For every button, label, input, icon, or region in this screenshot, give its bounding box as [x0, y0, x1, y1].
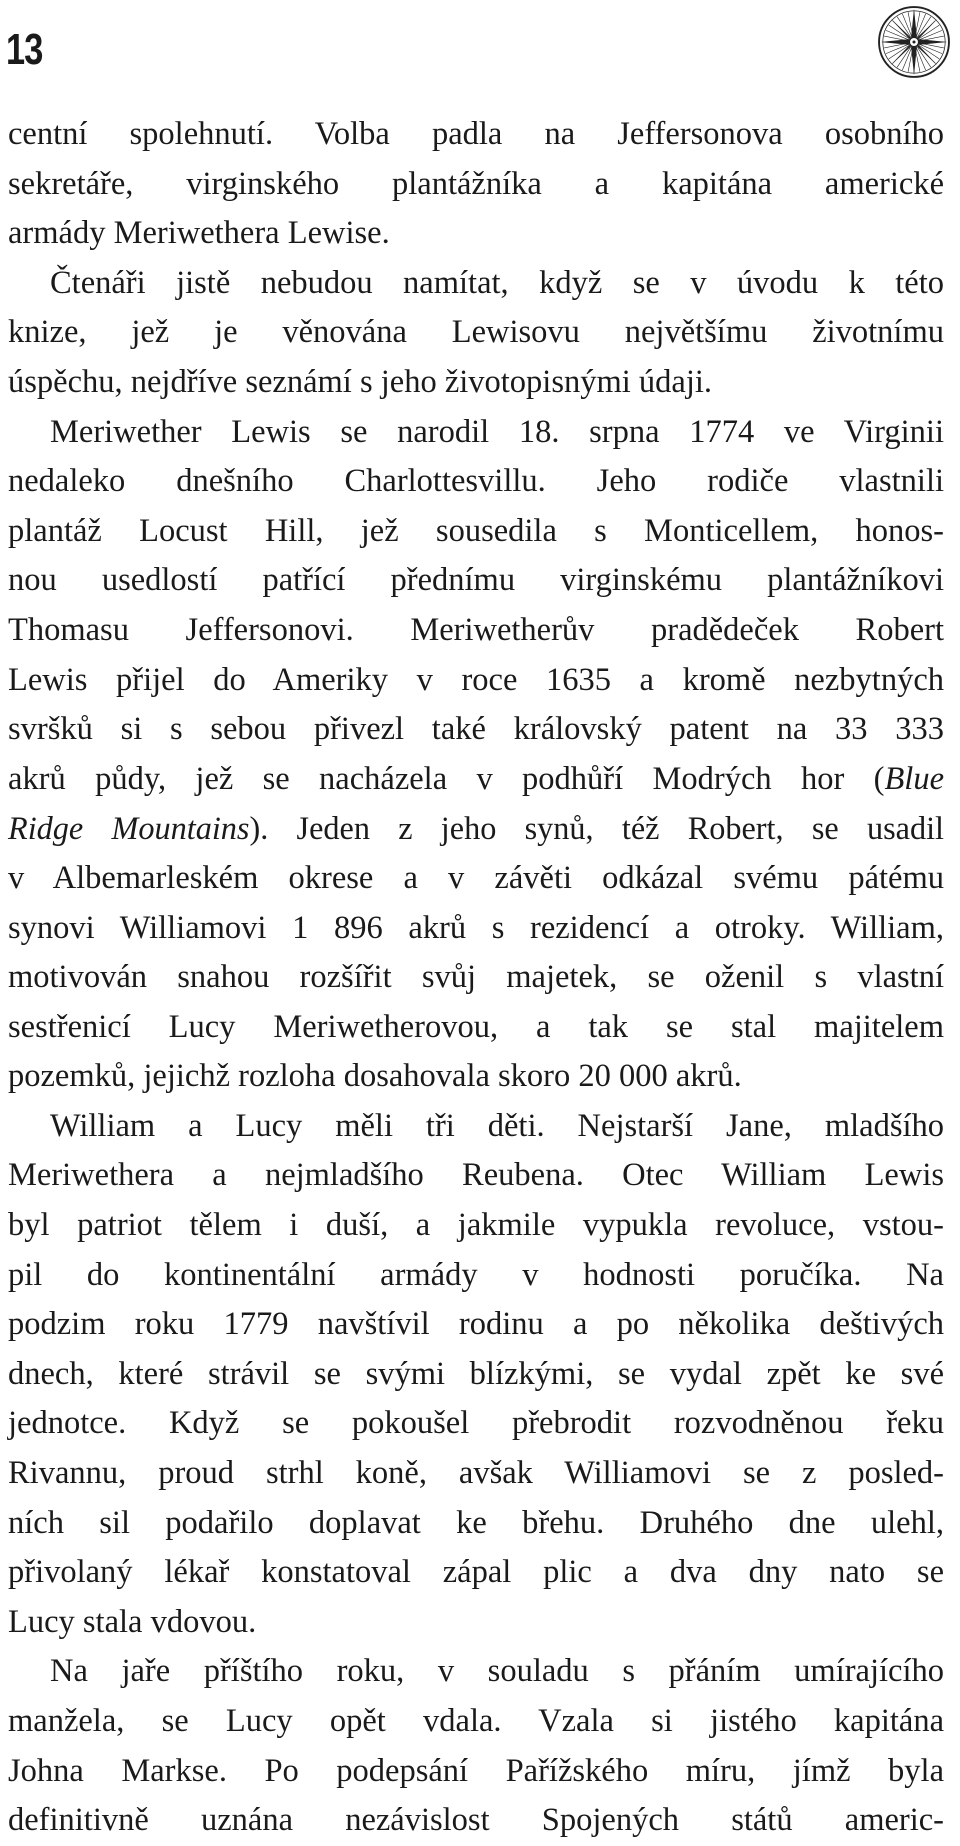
text-line: sekretáře, virginského plantážníka a kapitána americké — [8, 165, 944, 202]
text-line: podzim roku 1779 navštívil rodinu a po několika deštivých — [8, 1306, 944, 1343]
italic-text: Blue — [884, 760, 944, 797]
text-line: ních sil podařilo doplavat ke břehu. Druhého dne ulehl, — [8, 1504, 944, 1541]
text-line: William a Lucy měli tři děti. Nejstarší Jane, mladšího — [50, 1107, 944, 1144]
text-line: svršků si s sebou přivezl také královský patent na 33 333 — [8, 711, 944, 748]
text-line: Lewis přijel do Ameriky v roce 1635 a kromě nezbytných — [8, 661, 944, 698]
text-line: sestřenicí Lucy Meriwetherovou, a tak se stal majitelem — [8, 1008, 944, 1045]
text-line: Johna Markse. Po podepsání Pařížského míru, jímž byla — [8, 1752, 944, 1789]
text-line: centní spolehnutí. Volba padla na Jeffersonova osobního — [8, 116, 944, 152]
text-line: motivován snahou rozšířit svůj majetek, se oženil s vlastní — [8, 959, 944, 996]
text-line: synovi Williamovi 1 896 akrů s rezidencí a otroky. William, — [8, 909, 944, 946]
text-line — [8, 804, 944, 854]
text-line: armády Meriwethera Lewise. — [8, 215, 390, 252]
text-line: plantáž Locust Hill, jež sousedila s Monticellem, honos- — [8, 512, 944, 549]
text-line: manžela, se Lucy opět vdala. Vzala si jistého kapitána — [8, 1703, 944, 1739]
compass-rose-icon — [876, 4, 952, 80]
text-line: jednotce. Když se pokoušel přebrodit rozvodněnou řeku — [8, 1405, 944, 1442]
text-line — [8, 755, 944, 805]
text-line: nedaleko dnešního Charlottesvillu. Jeho rodiče vlastnili — [8, 463, 944, 500]
italic-text: Ridge Mountains — [8, 810, 250, 847]
text-line: pil do kontinentální armády v hodnosti poručíka. Na — [8, 1256, 944, 1293]
text-line: knize, jež je věnována Lewisovu největšímu životnímu — [8, 314, 944, 351]
text-line: v Albemarleském okrese a v závěti odkázal svému pátému — [8, 859, 944, 896]
text-line: definitivně uznána nezávislost Spojených států americ- — [8, 1802, 944, 1839]
text-line: Meriwether Lewis se narodil 18. srpna 1774 ve Virginii — [50, 413, 944, 450]
text-line: Na jaře příštího roku, v souladu s přáním umírajícího — [50, 1653, 944, 1690]
text-line: Rivannu, proud strhl koně, avšak Williamovi se z posled- — [8, 1455, 944, 1492]
text-line: byl patriot tělem i duší, a jakmile vypukla revoluce, vstou- — [8, 1207, 944, 1244]
text-line: úspěchu, nejdříve seznámí s jeho životopisnými údaji. — [8, 363, 713, 400]
body-text — [8, 110, 944, 1846]
text-segment: ). Jeden z jeho synů, též Robert, se usadil — [249, 810, 944, 847]
text-line: Meriwethera a nejmladšího Reubena. Otec William Lewis — [8, 1157, 944, 1194]
text-segment: akrů půdy, jež se nacházela v podhůří Modrých hor ( — [8, 760, 885, 797]
text-line: Čtenáři jistě nebudou namítat, když se v úvodu k této — [50, 264, 944, 301]
text-line: dnech, které strávil se svými blízkými, se vydal zpět ke své — [8, 1355, 944, 1392]
text-line: pozemků, jejichž rozloha dosahovala skoro 20 000 akrů. — [8, 1058, 742, 1095]
text-line: přivolaný lékař konstatoval zápal plic a dva dny nato se — [8, 1554, 944, 1591]
text-line: nou usedlostí patřící přednímu virginskému plantážníkovi — [8, 562, 944, 599]
page-number: 13 — [6, 25, 43, 74]
text-line: Lucy stala vdovou. — [8, 1603, 257, 1640]
text-line: Thomasu Jeffersonovi. Meriwetherův pradědeček Robert — [8, 611, 944, 648]
